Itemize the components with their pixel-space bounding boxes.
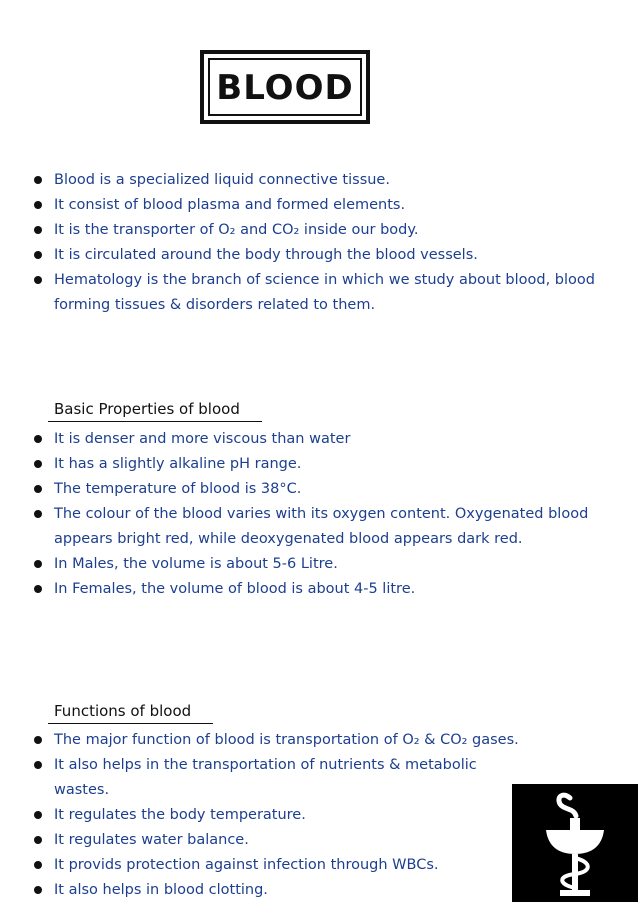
properties-heading: Basic Properties of blood	[54, 400, 240, 418]
list-item	[30, 878, 520, 903]
bullet-icon	[34, 585, 42, 593]
list-item	[30, 853, 520, 878]
list-item-text: It has a slightly alkaline pH range.	[54, 456, 302, 472]
list-item	[30, 427, 600, 452]
list-item	[30, 552, 600, 577]
list-item	[30, 218, 600, 243]
list-item	[30, 728, 520, 753]
bullet-icon	[34, 435, 42, 443]
bullet-icon	[34, 861, 42, 869]
bullet-icon	[34, 251, 42, 259]
list-item-text: In Females, the volume of blood is about 4-5 litre.	[54, 581, 416, 597]
bullet-icon	[34, 510, 42, 518]
bullet-icon	[34, 460, 42, 468]
list-item-text: The temperature of blood is 38°C.	[54, 481, 302, 497]
bullet-icon	[34, 886, 42, 894]
bullet-icon	[34, 176, 42, 184]
bullet-icon	[34, 226, 42, 234]
list-item-text: It also helps in the transportation of nutrients & metabolic wastes.	[54, 757, 477, 798]
list-item-text: Hematology is the branch of science in which we study about blood, blood forming tissues & disorders related to them.	[54, 272, 595, 313]
list-item	[30, 168, 600, 193]
list-item-text: Blood is a specialized liquid connective tissue.	[54, 172, 390, 188]
list-item	[30, 193, 600, 218]
list-item	[30, 577, 600, 602]
list-item	[30, 753, 520, 803]
list-item	[30, 477, 600, 502]
list-item	[30, 452, 600, 477]
list-item-text: It also helps in blood clotting.	[54, 882, 268, 898]
list-item	[30, 803, 520, 828]
properties-list	[30, 427, 600, 602]
bullet-icon	[34, 761, 42, 769]
list-item	[30, 502, 600, 552]
bullet-icon	[34, 811, 42, 819]
list-item	[30, 243, 600, 268]
bullet-icon	[34, 560, 42, 568]
pharmacy-logo	[512, 784, 638, 902]
list-item	[30, 268, 600, 318]
list-item-text: It provids protection against infection through WBCs.	[54, 857, 439, 873]
intro-list	[30, 168, 600, 318]
list-item	[30, 828, 520, 853]
list-item-text: It is denser and more viscous than water	[54, 431, 351, 447]
list-item-text: It regulates the body temperature.	[54, 807, 306, 823]
list-item-text: The colour of the blood varies with its oxygen content. Oxygenated blood appears bright red, while deoxygenated blood appears dark red.	[54, 506, 589, 547]
list-item-text: The major function of blood is transportation of O₂ & CO₂ gases.	[54, 732, 519, 748]
list-item-text: In Males, the volume is about 5-6 Litre.	[54, 556, 338, 572]
functions-heading: Functions of blood	[54, 702, 192, 720]
bullet-icon	[34, 836, 42, 844]
title-box	[200, 50, 370, 124]
functions-list	[30, 728, 520, 903]
bullet-icon	[34, 736, 42, 744]
bullet-icon	[34, 485, 42, 493]
list-item-text: It regulates water balance.	[54, 832, 249, 848]
list-item-text: It consist of blood plasma and formed elements.	[54, 197, 406, 213]
list-item-text: It is the transporter of O₂ and CO₂ inside our body.	[54, 222, 419, 238]
page-title: BLOOD	[216, 68, 354, 108]
bowl-of-hygieia-icon	[512, 784, 638, 902]
bullet-icon	[34, 276, 42, 284]
bullet-icon	[34, 201, 42, 209]
list-item-text: It is circulated around the body through the blood vessels.	[54, 247, 478, 263]
